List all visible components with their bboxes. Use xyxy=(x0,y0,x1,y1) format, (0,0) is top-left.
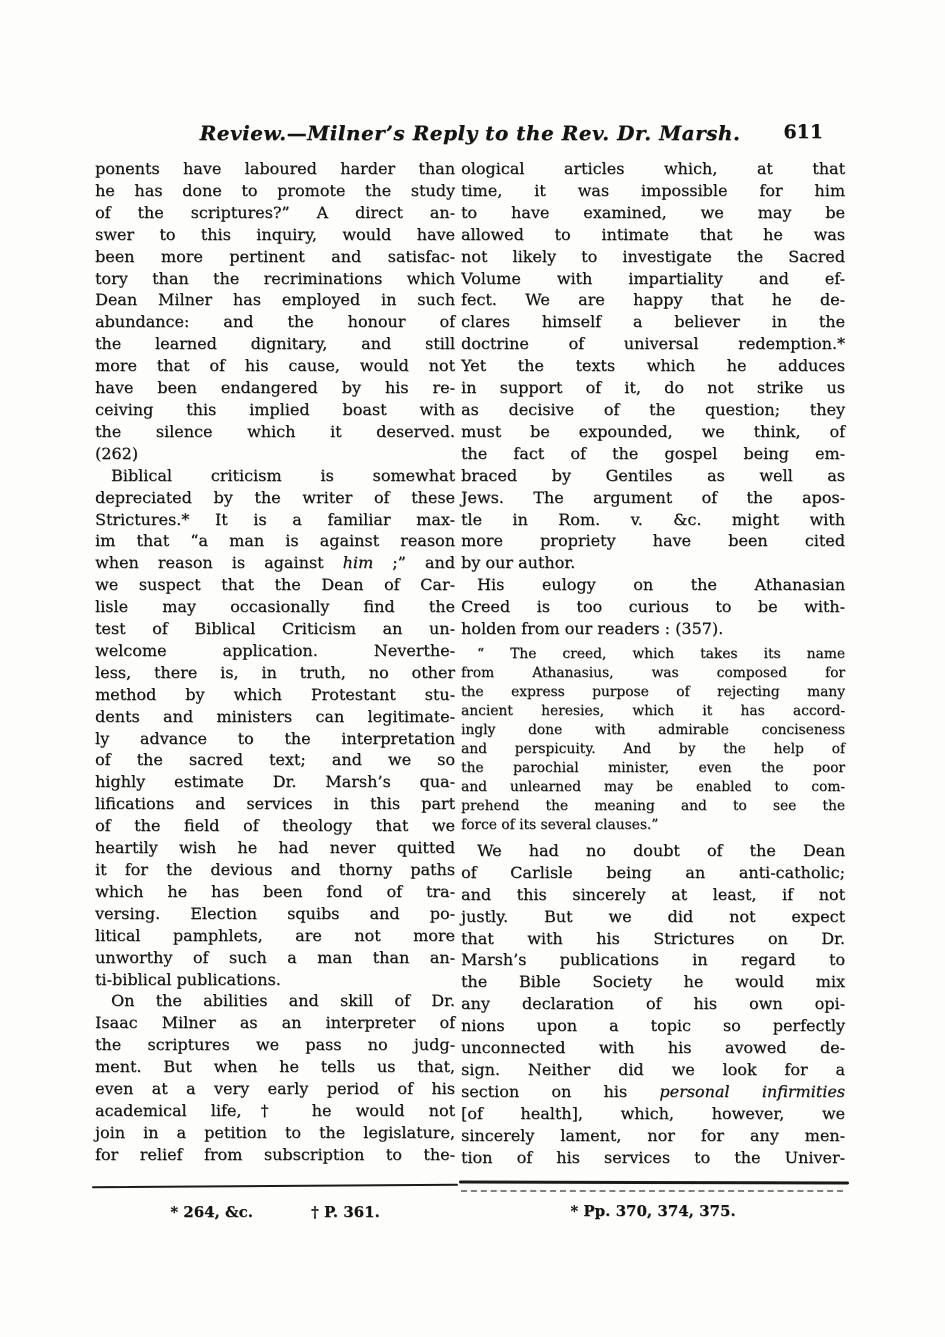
text-line: have been endangered by his re- xyxy=(95,378,455,398)
footnote-left xyxy=(95,1203,455,1221)
text-line: section on his personal infirmities xyxy=(461,1081,845,1101)
text-line: the silence which it deserved. xyxy=(95,421,455,441)
text-line: swer to this inquiry, would have xyxy=(95,224,455,244)
text-line: been more pertinent and satisfac- xyxy=(95,246,455,266)
text-line: Creed is too curious to be with- xyxy=(461,597,845,617)
text-line: depreciated by the writer of these xyxy=(95,487,455,507)
text-line: ponents have laboured harder than xyxy=(95,159,455,178)
text-line: lisle may occasionally find the xyxy=(95,597,455,617)
left-text-column xyxy=(95,158,455,1166)
text-line: tle in Rom. v. &c. might with xyxy=(461,509,845,529)
text-line: the learned dignitary, and still xyxy=(95,334,455,354)
text-line: in support of it, do not strike us xyxy=(461,378,845,398)
text-line: the scriptures we pass no judg- xyxy=(95,1035,455,1055)
text-line: litical pamphlets, are not more xyxy=(95,925,455,945)
text-line: and perspicuity. And by the help of xyxy=(461,740,845,757)
footnote-left-part-1: * 264, &c. xyxy=(170,1203,253,1221)
text-line: when reason is against him ;” and xyxy=(95,553,455,573)
paragraph xyxy=(461,840,845,1169)
paragraph xyxy=(461,574,845,640)
text-line: His eulogy on the Athanasian xyxy=(477,575,845,595)
page-title: Review.—Milner’s Reply to the Rev. Dr. Marsh. xyxy=(199,121,741,145)
text-line: more propriety have been cited xyxy=(461,531,845,551)
text-line: Marsh’s publications in regard to xyxy=(461,950,845,970)
right-text-column xyxy=(461,158,845,1169)
text-line: welcome application. Neverthe- xyxy=(95,640,455,660)
text-line: justly. But we did not expect xyxy=(461,906,845,926)
text-line: Isaac Milner as an interpreter of xyxy=(95,1013,455,1033)
text-line: ceiving this implied boast with xyxy=(95,399,455,419)
text-line: method by which Protestant stu- xyxy=(95,684,455,704)
text-line: unworthy of such a man than an- xyxy=(95,947,455,967)
italic-text: him xyxy=(342,553,374,573)
text-line: doctrine of universal redemption.* xyxy=(461,334,845,354)
text-line: braced by Gentiles as well as xyxy=(461,465,845,485)
text-line: “ The creed, which takes its name xyxy=(477,645,845,662)
text-line: the fact of the gospel being em- xyxy=(461,443,845,463)
text-line: of Carlisle being an anti-catholic; xyxy=(461,862,845,882)
text-line: to have examined, we may be xyxy=(461,202,845,222)
text-line: abundance: and the honour of xyxy=(95,312,455,332)
text-line: and this sincerely at least, if not xyxy=(461,884,845,904)
text-line: (262) xyxy=(95,443,139,463)
text-line: On the abilities and skill of Dr. xyxy=(111,991,455,1011)
paragraph xyxy=(95,465,455,991)
text-line: for relief from subscription to the- xyxy=(95,1144,455,1164)
text-line: and unlearned may be enabled to com- xyxy=(461,778,845,795)
text-line: highly estimate Dr. Marsh’s qua- xyxy=(95,772,455,792)
text-line: the express purpose of rejecting many xyxy=(461,683,845,700)
italic-text: personal infirmities xyxy=(659,1081,845,1101)
text-line: Volume with impartiality and ef- xyxy=(461,268,845,288)
footnote-right xyxy=(461,1202,845,1220)
text-line: im that “a man is against reason xyxy=(95,531,455,551)
footnote-right-part-1: * Pp. 370, 374, 375. xyxy=(570,1202,736,1220)
footnote-rule-right xyxy=(459,1180,849,1184)
text-line: Biblical criticism is somewhat xyxy=(111,465,455,485)
text-line: tory than the recriminations which xyxy=(95,268,455,288)
text-line: less, there is, in truth, no other xyxy=(95,662,455,682)
text-line: of the field of theology that we xyxy=(95,816,455,836)
text-line: tion of his services to the Univer- xyxy=(461,1147,845,1167)
text-line: of the scriptures?” A direct an- xyxy=(95,202,455,222)
text-line: allowed to intimate that he was xyxy=(461,224,845,244)
footnote-rule-left xyxy=(92,1184,458,1189)
footnote-left-part-2: † P. 361. xyxy=(310,1203,380,1221)
text-line: Strictures.* It is a familiar max- xyxy=(95,509,455,529)
text-line: prehend the meaning and to see the xyxy=(461,797,845,814)
text-line: nions upon a topic so perfectly xyxy=(461,1016,845,1036)
text-line: versing. Election squibs and po- xyxy=(95,903,455,923)
text-line: unconnected with his avowed de- xyxy=(461,1038,845,1058)
text-line: ancient heresies, which it has accord- xyxy=(461,702,845,719)
text-line: of the sacred text; and we so xyxy=(95,750,455,770)
text-line: time, it was impossible for him xyxy=(461,180,845,200)
running-head xyxy=(95,121,845,151)
page-number: 611 xyxy=(783,121,823,143)
paragraph xyxy=(95,990,455,1165)
text-line: join in a petition to the legislature, xyxy=(95,1122,455,1142)
paragraph xyxy=(95,158,455,465)
text-line: holden from our readers : (357). xyxy=(461,619,724,639)
text-line: must be expounded, we think, of xyxy=(461,421,845,441)
text-line: the parochial minister, even the poor xyxy=(461,759,845,776)
text-line: Dean Milner has employed in such xyxy=(95,290,455,310)
text-line: he has done to promote the study xyxy=(95,180,455,200)
text-line: clares himself a believer in the xyxy=(461,312,845,332)
text-line: [of health], which, however, we xyxy=(461,1103,845,1123)
text-line: not likely to investigate the Sacred xyxy=(461,246,845,266)
text-line: which he has been fond of tra- xyxy=(95,881,455,901)
text-line: test of Biblical Criticism an un- xyxy=(95,619,455,639)
text-line: ti-biblical publications. xyxy=(95,969,281,989)
text-line: any declaration of his own opi- xyxy=(461,994,845,1014)
text-line: lifications and services in this part xyxy=(95,794,455,814)
text-line: the Bible Society he would mix xyxy=(461,972,845,992)
text-line: Jews. The argument of the apos- xyxy=(461,487,845,507)
text-line: academical life,† he would not xyxy=(95,1100,455,1120)
text-line: ly advance to the interpretation xyxy=(95,728,455,748)
footnote-rule-right-dashes xyxy=(461,1190,843,1192)
text-line: heartily wish he had never quitted xyxy=(95,838,455,858)
text-line: Yet the texts which he adduces xyxy=(461,356,845,376)
text-line: by our author. xyxy=(461,553,576,573)
text-line: sincerely lament, nor for any men- xyxy=(461,1125,845,1145)
text-line: from Athanasius, was composed for xyxy=(461,664,845,681)
text-line: force of its several clauses.” xyxy=(461,816,659,833)
blockquote-paragraph xyxy=(461,645,845,835)
text-line: We had no doubt of the Dean xyxy=(477,840,845,860)
text-line: dents and ministers can legitimate- xyxy=(95,706,455,726)
paragraph xyxy=(461,158,845,574)
text-line: we suspect that the Dean of Car- xyxy=(95,575,455,595)
text-line: ment. But when he tells us that, xyxy=(95,1057,455,1077)
text-line: that with his Strictures on Dr. xyxy=(461,928,845,948)
text-line: ological articles which, at that xyxy=(461,159,845,178)
text-line: more that of his cause, would not xyxy=(95,356,455,376)
text-line: even at a very early period of his xyxy=(95,1079,455,1099)
text-line: fect. We are happy that he de- xyxy=(461,290,845,310)
text-line: it for the devious and thorny paths xyxy=(95,860,455,879)
text-line: sign. Neither did we look for a xyxy=(461,1060,845,1079)
text-line: ingly done with admirable conciseness xyxy=(461,721,845,738)
text-line: as decisive of the question; they xyxy=(461,399,845,419)
